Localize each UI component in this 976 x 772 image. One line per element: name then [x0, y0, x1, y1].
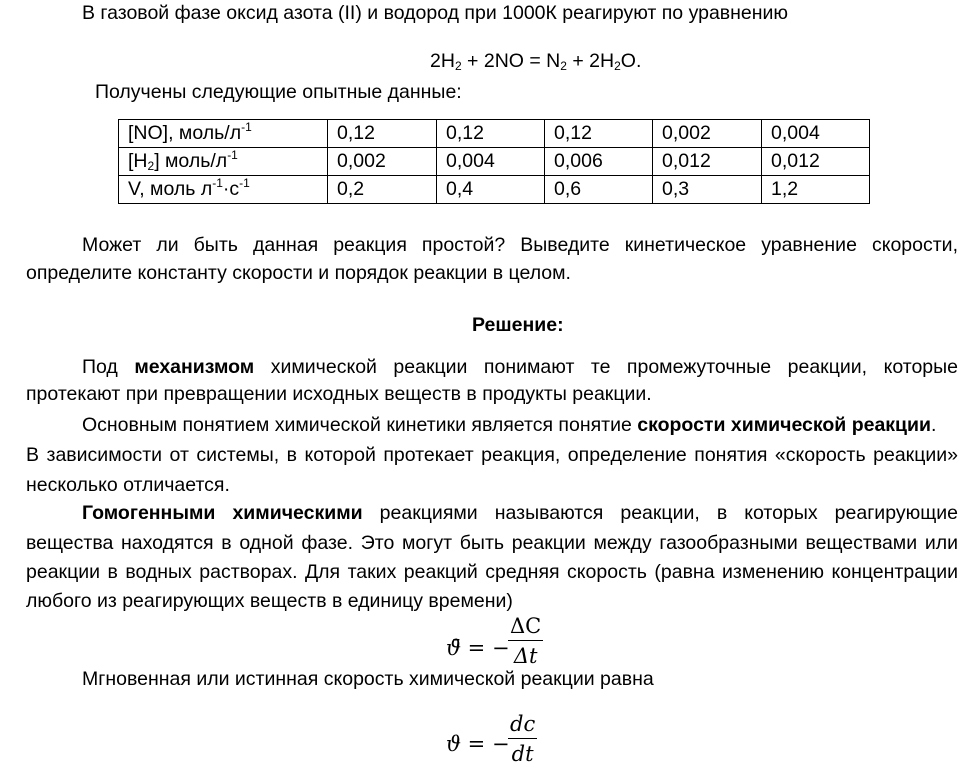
- fraction-bar: [508, 640, 543, 641]
- fraction-numerator: dc: [510, 712, 536, 736]
- table-cell: 0,12: [328, 120, 437, 148]
- paragraph-rate-line-3: несколько отличается.: [26, 474, 230, 496]
- fraction-numerator: ΔC: [510, 614, 542, 638]
- paragraph-mechanism-line-2: протекают при превращении исходных веществ в продукты реакции.: [26, 383, 652, 405]
- formula-fraction: [508, 712, 537, 766]
- fraction-denominator: Δt: [513, 644, 538, 668]
- paragraph-homogeneous-line-1: Гомогенными химическими реакциями называются реакции, в которых реагирующие: [82, 502, 958, 524]
- problem-intro-line: В газовой фазе оксид азота (II) и водород при 1000К реагируют по уравнению: [82, 2, 789, 24]
- table-cell: 0,6: [545, 176, 653, 204]
- average-rate-formula: [446, 614, 556, 672]
- paragraph-mechanism-line-1: Под механизмом химической реакции понимают те промежуточные реакции, которые: [82, 356, 958, 378]
- table-row: [119, 120, 870, 148]
- question-line-2: определите константу скорости и порядок реакции в целом.: [26, 262, 571, 284]
- table-cell: 0,006: [545, 148, 653, 176]
- paragraph-homogeneous-line-2: вещества находятся в одной фазе. Это могут быть реакции между газообразными веществами или: [26, 532, 958, 554]
- table-row: [119, 176, 870, 204]
- table-cell: 0,012: [762, 148, 870, 176]
- fraction-bar: [508, 738, 537, 739]
- table-cell: 0,2: [328, 176, 437, 204]
- table-cell: 0,004: [762, 120, 870, 148]
- table-cell: 0,4: [437, 176, 545, 204]
- question-line-1: Может ли быть данная реакция простой? Выведите кинетическое уравнение скорости,: [82, 234, 958, 256]
- solution-heading: Решение:: [472, 314, 564, 336]
- paragraph-homogeneous-line-3: реакции в водных растворах. Для таких реакций средняя скорость (равна изменению концентрации: [26, 561, 958, 583]
- table-cell: 0,002: [653, 120, 762, 148]
- table-cell: 0,012: [653, 148, 762, 176]
- table-cell: 0,004: [437, 148, 545, 176]
- instant-rate-line: Мгновенная или истинная скорость химической реакции равна: [82, 668, 654, 690]
- experimental-data-table: [118, 119, 870, 204]
- formula-fraction: [508, 614, 543, 668]
- table-cell: 1,2: [762, 176, 870, 204]
- paragraph-rate-line-1: Основным понятием химической кинетики является понятие скорости химической реакции.: [82, 414, 937, 436]
- row-label-h2: $[H_2]$ моль/$л^{-1}$: [119, 148, 328, 176]
- paragraph-homogeneous-line-4: любого из реагирующих веществ в единицу времени): [26, 590, 513, 612]
- table-cell: 0,12: [545, 120, 653, 148]
- table-cell: 0,3: [653, 176, 762, 204]
- data-intro-line: Получены следующие опытные данные:: [95, 81, 462, 103]
- table-cell: 0,12: [437, 120, 545, 148]
- paragraph-rate-line-2: В зависимости от системы, в которой протекает реакция, определение понятия «скорость реакции»: [26, 444, 958, 466]
- row-label-no: [NO], моль/$л^{-1}$: [119, 120, 328, 148]
- reaction-equation: $2H_2 + 2NO = N_2 + 2H_2O$.: [430, 50, 642, 73]
- fraction-denominator: dt: [511, 742, 534, 766]
- formula-lhs: ϑ = −: [446, 732, 510, 756]
- row-label-rate: V, моль $л^{-1}\cdot с^{-1}$: [119, 176, 328, 204]
- table-cell: 0,002: [328, 148, 437, 176]
- instant-rate-formula: [446, 712, 556, 772]
- table-row: [119, 148, 870, 176]
- formula-lhs: ϑ̄ = −: [446, 636, 510, 660]
